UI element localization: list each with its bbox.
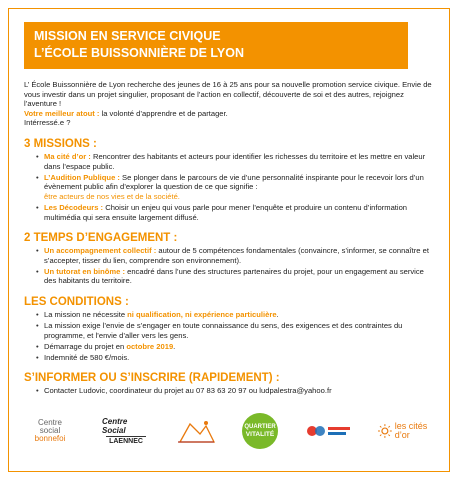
condition-item — [36, 321, 434, 340]
contact-text: Contacter Ludovic, coordinateur du projet au 07 83 63 20 97 ou ludpalestra@yahoo.fr — [44, 386, 332, 396]
intro-paragraph — [24, 80, 434, 128]
header-line-1: MISSION EN SERVICE CIVIQUE — [34, 29, 221, 43]
mission-logo — [304, 419, 352, 443]
bonnefoi-line-2: social — [39, 426, 61, 435]
missions-title: 3 MISSIONS : — [24, 137, 97, 150]
condition-item — [36, 310, 434, 320]
mission-logo-icon — [304, 419, 352, 443]
atout-text: la volonté d’apprendre et de partager. — [99, 108, 228, 118]
header-line-2: L’ÉCOLE BUISSONNIÈRE DE LYON — [34, 46, 244, 60]
poster-content — [24, 80, 434, 398]
condition-text: La mission exige l’envie de s’engager en toute connaissance du sens, des exigences et des contraintes du programme, et l’envie d’aller vers les gens. — [44, 321, 403, 340]
condition-highlight: octobre 2019 — [126, 341, 174, 351]
engagement-text: encadré dans l’une des structures partenaires du projet, pour un engagement au service des habitants du territoire. — [44, 266, 424, 286]
engagement-label: Un tutorat en binôme : — [44, 266, 125, 276]
centre-social-laennec-logo — [102, 417, 150, 445]
poster-header — [24, 22, 408, 69]
centre-social-bonnefoi-logo — [24, 419, 76, 443]
mission-item — [36, 173, 434, 202]
condition-text: Indemnité de 580 €/mois. — [44, 352, 130, 362]
inscrire-list — [24, 386, 434, 396]
les-cites-dor-logo — [378, 422, 444, 440]
condition-end: . — [173, 341, 176, 351]
laennec-top: Centre Social — [102, 417, 128, 435]
mission-label: L’Audition Publique : — [44, 172, 120, 182]
cite-logo — [176, 416, 216, 446]
laennec-bottom: LAENNEC — [109, 438, 143, 445]
engagement-item — [36, 246, 434, 265]
condition-text: Démarrage du projet en — [44, 341, 127, 351]
missions-list — [24, 152, 434, 222]
quartier-line-1: QUARTIER — [244, 424, 276, 430]
laennec-divider — [106, 436, 146, 437]
atout-label: Votre meilleur atout : — [24, 108, 100, 118]
inscrire-title: S’INFORMER OU S’INSCRIRE (RAPIDEMENT) : — [24, 372, 280, 385]
bonnefoi-line-3: bonnefoi — [34, 434, 66, 443]
mission-extra: être acteurs de nos vies et de la société. — [44, 191, 180, 201]
condition-end: . — [276, 310, 279, 319]
mission-text: Choisir un enjeu qui vous parle pour mener l’enquête et produire un contenu d’information multimédia qui sera ensuite largement diffusé. — [44, 202, 408, 222]
conditions-title: LES CONDITIONS : — [24, 296, 129, 308]
intro-text: L’ École Buissonnière de Lyon recherche des jeunes de 16 à 25 ans pour sa nouvelle promotion service civique. Envie de vous investir dans un projet singulier, proposant de l’action en collectif, découverte de soi et des autres, rejoignez l’aventure ! — [24, 80, 432, 109]
engagement-text: autour de 5 compétences fondamentales (convaincre, s’informer, se connaître et s’accepter, tisser du lien, comprendre son environnement). — [44, 246, 429, 265]
contact-item — [36, 386, 434, 396]
engagement-list — [24, 246, 434, 286]
quartier-line-2: VITALITÉ — [245, 431, 275, 438]
mission-text: Se plonger dans le parcours de vie d’une personnalité inspirante pour le recevoir lors d’un évènement public afin d’explorer la question de ce que signifie : — [44, 172, 424, 192]
mission-text: Rencontrer des habitants et acteurs pour identifier les richesses du territoire et les mettre en valeur dans l’espace public. — [44, 151, 426, 171]
mission-item — [36, 203, 434, 222]
engagement-title: 2 TEMPS D’ENGAGEMENT : — [24, 232, 178, 245]
engagement-item — [36, 267, 434, 286]
interesse-text: Intérressé.e ? — [24, 118, 71, 128]
partner-logos — [24, 404, 444, 458]
mission-label: Les Décodeurs : — [44, 202, 104, 212]
condition-text: La mission ne nécessite — [44, 310, 128, 319]
mission-label: Ma cité d’or : — [44, 151, 91, 161]
mission-item — [36, 152, 434, 171]
bonnefoi-line-1: Centre — [37, 418, 62, 427]
citesdor-name: les cités d’or — [394, 421, 428, 440]
condition-highlight: ni qualification, ni expérience particulière — [127, 310, 277, 319]
cite-logo-icon — [176, 416, 216, 446]
condition-item — [36, 353, 434, 363]
sun-icon — [378, 424, 392, 438]
quartier-vitalite-logo — [242, 413, 278, 449]
condition-item — [36, 342, 434, 352]
engagement-label: Un accompagnement collectif : — [44, 246, 157, 256]
conditions-list — [24, 310, 434, 362]
